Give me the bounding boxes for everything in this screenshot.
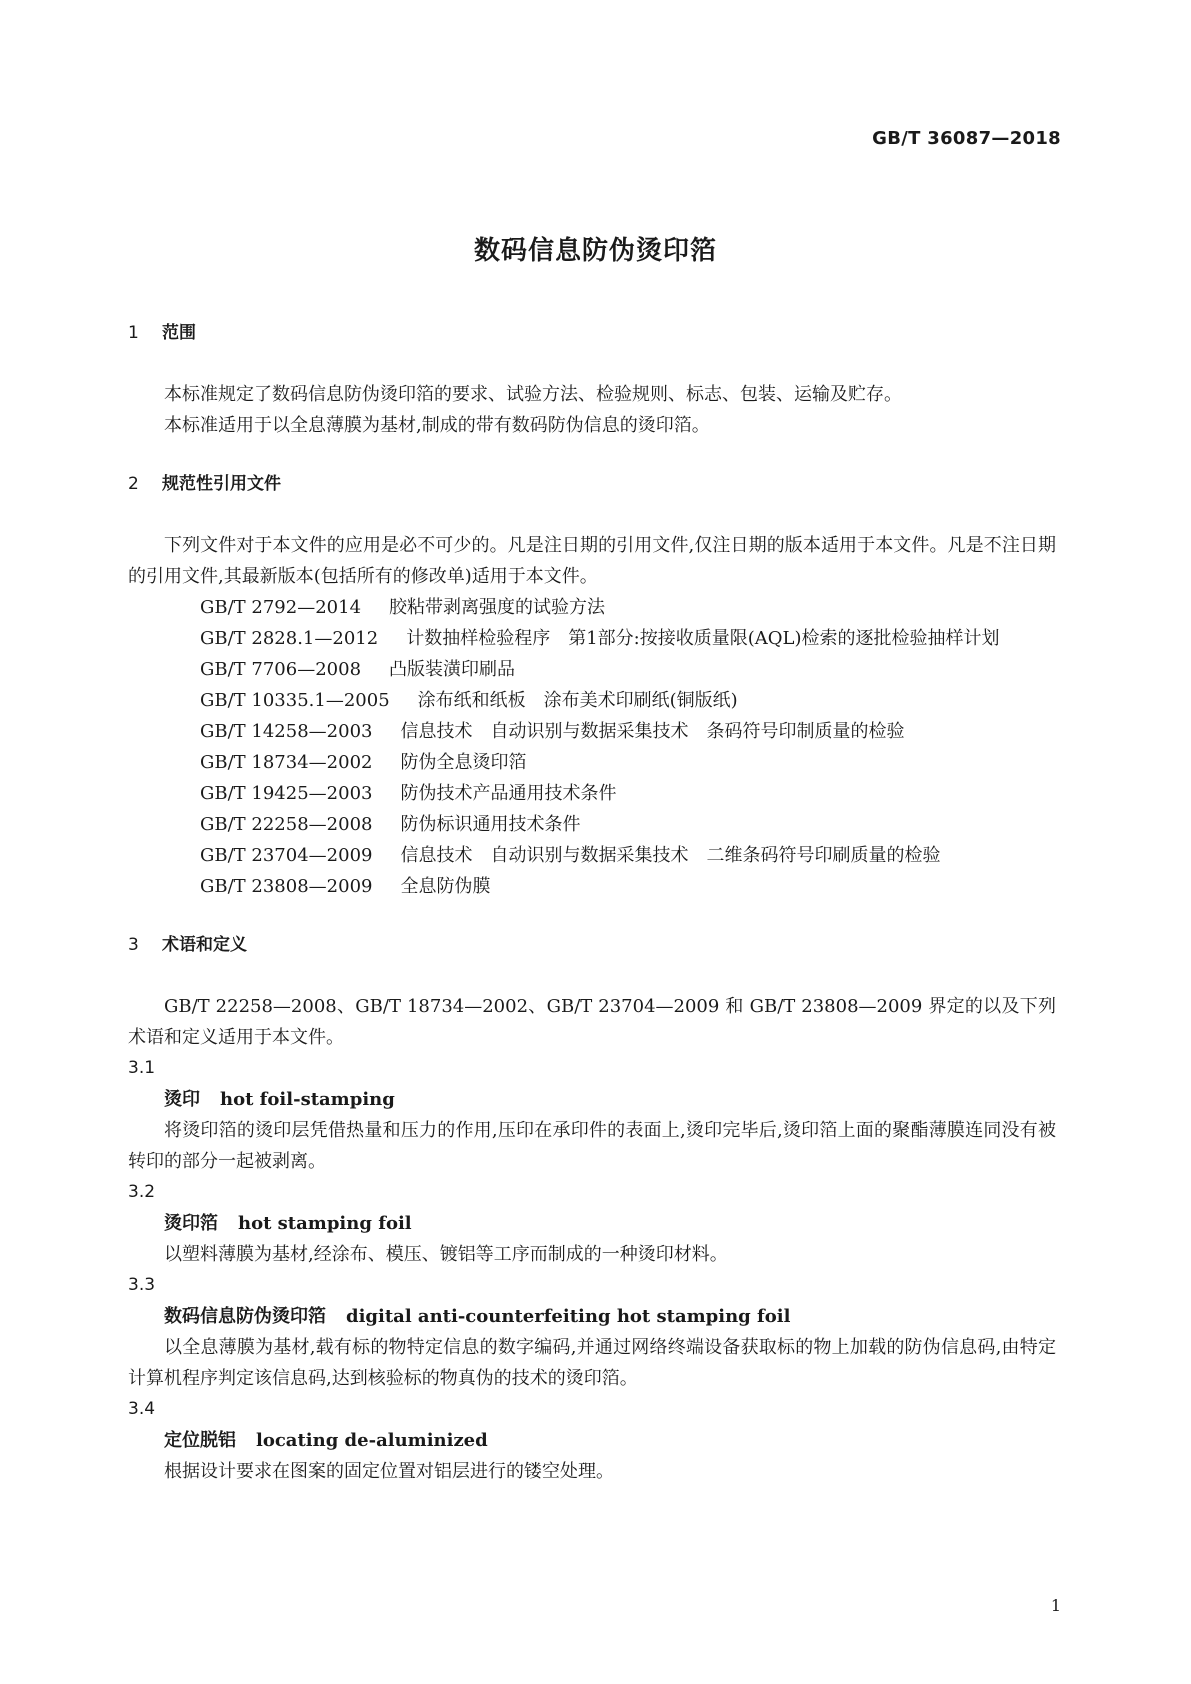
paragraph: 本标准适用于以全息薄膜为基材,制成的带有数码防伪信息的烫印箔。 — [164, 415, 710, 436]
term-en: hot stamping foil — [238, 1213, 412, 1234]
reference-code: GB/T 19425—2003 — [200, 783, 373, 804]
term-definition: 根据设计要求在图案的固定位置对铝层进行的镂空处理。 — [164, 1461, 614, 1482]
reference-item — [128, 778, 1056, 809]
reference-item — [128, 840, 1056, 871]
reference-item — [128, 623, 1056, 654]
reference-code: GB/T 14258—2003 — [200, 721, 373, 742]
paragraph: 下列文件对于本文件的应用是必不可少的。凡是注日期的引用文件,仅注日期的版本适用于本文件。凡是不注日期的引用文件,其最新版本(包括所有的修改单)适用于本文件。 — [128, 535, 1056, 587]
reference-title: 信息技术 自动识别与数据采集技术 二维条码符号印刷质量的检验 — [400, 845, 941, 866]
reference-title: 防伪技术产品通用技术条件 — [400, 783, 617, 804]
standard-number: GB/T 36087—2018 — [872, 128, 1061, 149]
reference-code: GB/T 10335.1—2005 — [200, 690, 390, 711]
section-number: 3 — [128, 935, 139, 955]
reference-title: 全息防伪膜 — [400, 876, 491, 897]
reference-title: 计数抽样检验程序 第1部分:按接收质量限(AQL)检索的逐批检验抽样计划 — [406, 628, 1000, 649]
term-zh: 烫印 — [164, 1089, 200, 1110]
term-zh: 烫印箔 — [164, 1213, 218, 1234]
section-title: 术语和定义 — [162, 935, 247, 955]
term-en: hot foil-stamping — [220, 1089, 395, 1110]
section-2-heading — [128, 469, 1056, 500]
section-title: 范围 — [162, 323, 196, 343]
reference-item — [128, 592, 1056, 623]
term-definition: 以全息薄膜为基材,载有标的物特定信息的数字编码,并通过网络终端设备获取标的物上加载的防伪信息码,由特定计算机程序判定该信息码,达到核验标的物真伪的技术的烫印箔。 — [128, 1337, 1056, 1389]
term-en: locating de-aluminized — [256, 1430, 488, 1451]
reference-title: 凸版装潢印刷品 — [389, 659, 516, 680]
reference-title: 信息技术 自动识别与数据采集技术 条码符号印制质量的检验 — [400, 721, 905, 742]
paragraph: 本标准规定了数码信息防伪烫印箔的要求、试验方法、检验规则、标志、包装、运输及贮存。 — [164, 384, 902, 405]
section-number: 1 — [128, 323, 139, 343]
page-number: 1 — [1050, 1596, 1061, 1615]
term-heading — [128, 1301, 1056, 1332]
document-body — [128, 318, 1056, 1487]
paragraph: GB/T 22258—2008、GB/T 18734—2002、GB/T 23704—2009 和 GB/T 23808—2009 界定的以及下列术语和定义适用于本文件。 — [128, 996, 1056, 1048]
reference-item — [128, 716, 1056, 747]
reference-code: GB/T 18734—2002 — [200, 752, 373, 773]
reference-code: GB/T 23704—2009 — [200, 845, 373, 866]
term-heading — [128, 1208, 1056, 1239]
term-number: 3.4 — [128, 1399, 156, 1419]
term-number: 3.2 — [128, 1182, 156, 1202]
term-number: 3.3 — [128, 1275, 156, 1295]
reference-code: GB/T 23808—2009 — [200, 876, 373, 897]
term-en: digital anti-counterfeiting hot stamping foil — [346, 1306, 791, 1327]
term-heading — [128, 1084, 1056, 1115]
section-1-heading — [128, 318, 1056, 349]
term-heading — [128, 1425, 1056, 1456]
term-definition: 将烫印箔的烫印层凭借热量和压力的作用,压印在承印件的表面上,烫印完毕后,烫印箔上面的聚酯薄膜连同没有被转印的部分一起被剥离。 — [128, 1120, 1056, 1172]
reference-title: 涂布纸和纸板 涂布美术印刷纸(铜版纸) — [417, 690, 738, 711]
reference-item — [128, 747, 1056, 778]
reference-code: GB/T 2828.1—2012 — [200, 628, 379, 649]
reference-code: GB/T 7706—2008 — [200, 659, 362, 680]
reference-item — [128, 871, 1056, 902]
reference-item — [128, 654, 1056, 685]
reference-title: 防伪全息烫印箔 — [400, 752, 527, 773]
section-title: 规范性引用文件 — [162, 474, 281, 494]
document-title: 数码信息防伪烫印箔 — [473, 236, 717, 266]
reference-item — [128, 809, 1056, 840]
term-definition: 以塑料薄膜为基材,经涂布、模压、镀铝等工序而制成的一种烫印材料。 — [164, 1244, 728, 1265]
reference-code: GB/T 22258—2008 — [200, 814, 373, 835]
term-zh: 数码信息防伪烫印箔 — [164, 1306, 326, 1327]
reference-code: GB/T 2792—2014 — [200, 597, 362, 618]
term-zh: 定位脱铝 — [164, 1430, 236, 1451]
reference-title: 胶粘带剥离强度的试验方法 — [389, 597, 606, 618]
term-number: 3.1 — [128, 1058, 156, 1078]
section-3-heading — [128, 930, 1056, 961]
reference-item — [128, 685, 1056, 716]
reference-title: 防伪标识通用技术条件 — [400, 814, 581, 835]
section-number: 2 — [128, 474, 139, 494]
